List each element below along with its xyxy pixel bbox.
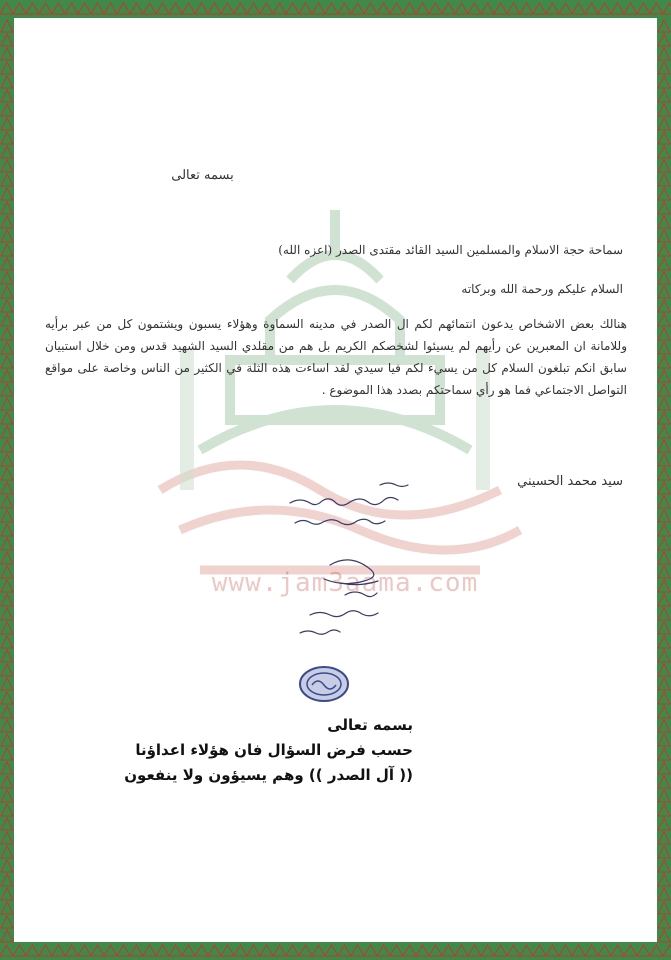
decorative-border-left [0,0,14,960]
decorative-border-bottom [0,942,671,960]
border-ornament [1,902,13,914]
border-ornament [1,496,13,508]
border-ornament [658,552,670,564]
border-ornament [1,608,13,620]
border-ornament [1,342,13,354]
border-ornament [1,356,13,368]
border-ornament [1,370,13,382]
border-ornament [39,945,52,956]
border-ornament [658,538,670,550]
border-ornament [1,762,13,774]
border-ornament [1,440,13,452]
border-ornament [1,118,13,130]
border-ornament [1,216,13,228]
letter-greeting: السلام عليكم ورحمة الله وبركاته [461,282,623,296]
border-ornament [104,3,117,14]
border-ornament [442,945,455,956]
border-ornament [39,3,52,14]
border-ornament [169,3,182,14]
border-ornament [312,3,325,14]
border-ornament [468,945,481,956]
border-ornament [559,3,572,14]
border-ornament [658,734,670,746]
decorative-border-right [657,0,671,960]
border-ornament [658,104,670,116]
official-seal-image [298,665,350,703]
border-ornament [658,440,670,452]
border-ornament [658,524,670,536]
border-ornament [377,945,390,956]
border-ornament [1,832,13,844]
border-ornament [1,888,13,900]
border-ornament [1,104,13,116]
border-ornament [52,3,65,14]
border-ornament [585,945,598,956]
border-ornament [1,510,13,522]
border-ornament [1,48,13,60]
border-ornament [658,34,670,46]
border-ornament [1,160,13,172]
border-ornament [658,356,670,368]
border-ornament [182,3,195,14]
border-ornament [658,776,670,788]
border-ornament [13,3,26,14]
border-ornament [1,790,13,802]
border-ornament [286,945,299,956]
border-ornament [390,945,403,956]
reply-block [124,713,413,788]
border-ornament [1,76,13,88]
border-ornament [208,945,221,956]
border-ornament [1,846,13,858]
border-ornament [416,3,429,14]
border-ornament [658,272,670,284]
border-ornament [658,90,670,102]
border-ornament [1,482,13,494]
border-ornament [364,945,377,956]
border-ornament [143,3,156,14]
border-ornament [273,945,286,956]
border-ornament [658,706,670,718]
border-ornament [637,945,650,956]
border-ornament [117,945,130,956]
border-ornament [247,945,260,956]
border-ornament [312,945,325,956]
border-ornament [658,244,670,256]
border-ornament [1,566,13,578]
border-ornament [658,930,670,942]
letter-body: هنالك بعض الاشخاص يدعون انتمائهم لكم ال الصدر في مدينه السماوة وهؤلاء يسبون ويشتمون كل من عبر برأيه وللامانة ان المعبرين عن رأيهم لم يسيئوا لشخصكم الكريم بل هم من مقلدي السيد الشهيد قدس ومن خلال استبيان سابق انكم تبلغون السلام كل من يسيء لكم فيا سيدي لقد اساءت هذه الثلة في الكثير من الناس وخاصة على مواقع التواصل الاجتماعي فما هو رأي سماحتكم بصدد هذا الموضوع . [45,317,627,397]
border-ornament [494,945,507,956]
border-ornament [658,608,670,620]
border-ornament [658,300,670,312]
border-ornament [520,945,533,956]
border-ornament [130,3,143,14]
border-ornament [13,945,26,956]
border-ornament [338,3,351,14]
border-ornament [507,945,520,956]
border-ornament [658,720,670,732]
border-ornament [546,945,559,956]
border-ornament [1,776,13,788]
border-ornament [658,174,670,186]
border-ornament [1,692,13,704]
border-ornament [364,3,377,14]
border-ornament [117,3,130,14]
border-ornament [143,945,156,956]
border-ornament [658,902,670,914]
border-ornament [403,3,416,14]
border-ornament [481,3,494,14]
border-ornament [1,90,13,102]
border-ornament [611,945,624,956]
border-ornament [234,3,247,14]
border-ornament [65,3,78,14]
border-ornament [658,594,670,606]
border-ornament [260,945,273,956]
border-ornament [658,580,670,592]
border-ornament [481,945,494,956]
border-ornament [1,34,13,46]
border-ornament [1,580,13,592]
watermark-text: www.jam3aama.com [211,568,479,598]
handwritten-reply-image [270,475,430,675]
border-ornament [65,945,78,956]
border-ornament [658,62,670,74]
border-ornament [390,3,403,14]
border-ornament [325,945,338,956]
border-ornament [1,930,13,942]
border-ornament [1,286,13,298]
border-ornament [1,818,13,830]
border-ornament [1,174,13,186]
border-ornament [351,3,364,14]
border-ornament [637,3,650,14]
reply-line-2: حسب فرض السؤال فان هؤلاء اعداؤنا [135,741,413,759]
border-ornament [156,945,169,956]
border-ornament [624,3,637,14]
border-ornament [658,160,670,172]
border-ornament [658,76,670,88]
border-ornament [1,300,13,312]
border-ornament [182,945,195,956]
border-ornament [104,945,117,956]
border-ornament [429,3,442,14]
border-ornament [1,706,13,718]
letter-heading: بسمه تعالى [171,168,234,183]
border-ornament [658,314,670,326]
border-ornament [455,945,468,956]
border-ornament [1,146,13,158]
border-ornament [658,342,670,354]
border-ornament [658,216,670,228]
border-ornament [234,945,247,956]
border-ornament [658,132,670,144]
border-ornament [658,636,670,648]
border-ornament [195,3,208,14]
border-ornament [273,3,286,14]
border-ornament [1,720,13,732]
border-ornament [1,188,13,200]
border-ornament [78,945,91,956]
border-ornament [658,832,670,844]
border-ornament [533,3,546,14]
border-ornament [1,202,13,214]
border-ornament [658,496,670,508]
border-ornament [658,48,670,60]
border-ornament [658,510,670,522]
border-ornament [1,20,13,32]
border-ornament [1,230,13,242]
border-ornament [1,622,13,634]
border-ornament [572,945,585,956]
border-ornament [533,945,546,956]
border-ornament [1,860,13,872]
border-ornament [338,945,351,956]
border-ornament [1,916,13,928]
border-ornament [1,524,13,536]
border-ornament [455,3,468,14]
border-ornament [403,945,416,956]
border-ornament [1,426,13,438]
border-ornament [658,468,670,480]
border-ornament [416,945,429,956]
letter-salutation: سماحة حجة الاسلام والمسلمين السيد القائد مقتدى الصدر (اعزه الله) [278,243,623,257]
border-ornament [1,748,13,760]
border-ornament [1,272,13,284]
border-ornament [91,3,104,14]
border-ornament [658,874,670,886]
border-ornament [658,286,670,298]
border-ornament [598,945,611,956]
border-ornament [195,945,208,956]
border-ornament [658,426,670,438]
border-ornament [1,664,13,676]
border-ornament [658,482,670,494]
border-ornament [611,3,624,14]
border-ornament [658,790,670,802]
border-ornament [1,328,13,340]
border-ornament [658,454,670,466]
border-ornament [658,818,670,830]
border-ornament [299,3,312,14]
border-ornament [658,916,670,928]
border-ornament [1,678,13,690]
border-ornament [1,650,13,662]
border-ornament [658,118,670,130]
border-ornament [494,3,507,14]
border-ornament [658,860,670,872]
border-ornament [1,454,13,466]
border-ornament [1,468,13,480]
border-ornament [1,132,13,144]
border-ornament [658,20,670,32]
border-ornament [260,3,273,14]
border-ornament [1,804,13,816]
border-ornament [658,188,670,200]
border-ornament [624,945,637,956]
border-ornament [572,3,585,14]
border-ornament [429,945,442,956]
border-ornament [351,945,364,956]
border-ornament [658,888,670,900]
border-ornament [658,678,670,690]
border-ornament [507,3,520,14]
border-ornament [1,258,13,270]
border-ornament [169,945,182,956]
border-ornament [91,945,104,956]
border-ornament [658,412,670,424]
border-ornament [658,804,670,816]
border-ornament [156,3,169,14]
border-ornament [598,3,611,14]
border-ornament [658,258,670,270]
border-ornament [658,370,670,382]
border-ornament [247,3,260,14]
border-ornament [1,874,13,886]
border-ornament [1,62,13,74]
border-ornament [26,3,39,14]
border-ornament [1,538,13,550]
border-ornament [658,146,670,158]
border-ornament [1,412,13,424]
border-ornament [658,692,670,704]
border-ornament [559,945,572,956]
border-ornament [658,202,670,214]
border-ornament [658,748,670,760]
border-ornament [468,3,481,14]
border-ornament [299,945,312,956]
decorative-border-top [0,0,671,18]
border-ornament [130,945,143,956]
border-ornament [208,3,221,14]
border-ornament [658,328,670,340]
border-ornament [442,3,455,14]
border-ornament [585,3,598,14]
border-ornament [658,398,670,410]
border-ornament [1,314,13,326]
border-ornament [658,664,670,676]
border-ornament [546,3,559,14]
border-ornament [1,552,13,564]
border-ornament [658,762,670,774]
border-ornament [1,636,13,648]
border-ornament [658,384,670,396]
border-ornament [658,622,670,634]
border-ornament [52,945,65,956]
border-ornament [520,3,533,14]
border-ornament [658,846,670,858]
reply-line-1: بسمه تعالى [327,716,413,734]
border-ornament [26,945,39,956]
border-ornament [658,650,670,662]
border-ornament [286,3,299,14]
border-ornament [78,3,91,14]
border-ornament [221,3,234,14]
border-ornament [377,3,390,14]
border-ornament [658,230,670,242]
border-ornament [1,734,13,746]
border-ornament [1,398,13,410]
border-ornament [658,566,670,578]
letter-signature: سيد محمد الحسيني [517,474,623,489]
reply-line-3: (( آل الصدر )) وهم يسيؤون ولا ينفعون [124,766,413,784]
border-ornament [325,3,338,14]
border-ornament [1,244,13,256]
border-ornament [1,384,13,396]
border-ornament [221,945,234,956]
border-ornament [1,594,13,606]
